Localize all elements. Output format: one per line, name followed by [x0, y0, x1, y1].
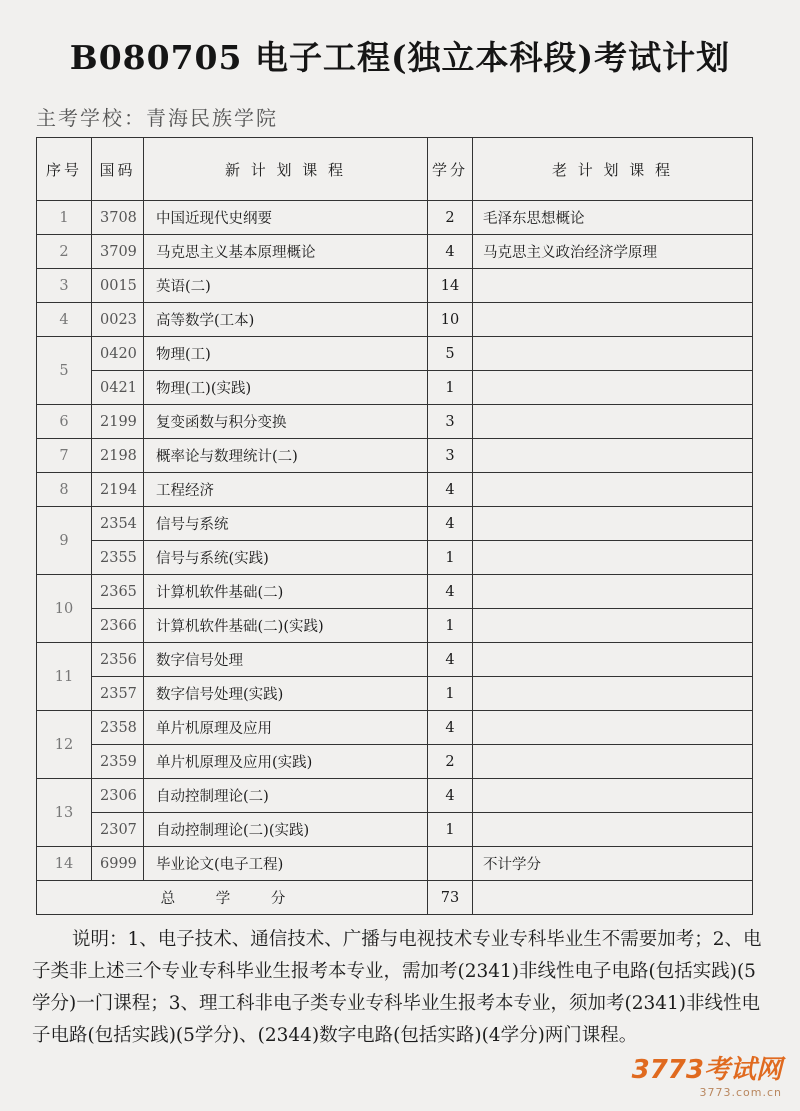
old-course-cell [473, 507, 753, 541]
course-name-cell: 概率论与数理统计(二) [144, 439, 428, 473]
course-name-cell: 数字信号处理 [144, 643, 428, 677]
credit-cell: 4 [428, 779, 473, 813]
total-row [37, 881, 753, 915]
code-cell: 0015 [92, 269, 144, 303]
table-row [37, 507, 753, 541]
code-cell: 2357 [92, 677, 144, 711]
table-row [37, 745, 753, 779]
watermark-logo-text: 3773考试网 [631, 1055, 782, 1085]
old-course-cell [473, 303, 753, 337]
old-course-cell [473, 337, 753, 371]
credit-cell: 10 [428, 303, 473, 337]
course-name-cell: 单片机原理及应用 [144, 711, 428, 745]
course-name-cell: 马克思主义基本原理概论 [144, 235, 428, 269]
course-name-cell: 物理(工) [144, 337, 428, 371]
seq-cell: 6 [37, 405, 92, 439]
code-cell: 2365 [92, 575, 144, 609]
credit-cell: 4 [428, 473, 473, 507]
credit-cell: 14 [428, 269, 473, 303]
table-row [37, 779, 753, 813]
table-row [37, 235, 753, 269]
table-row [37, 405, 753, 439]
credit-cell: 1 [428, 371, 473, 405]
seq-cell: 5 [37, 337, 92, 405]
old-course-cell [473, 813, 753, 847]
course-name-cell: 毕业论文(电子工程) [144, 847, 428, 881]
credit-cell: 3 [428, 439, 473, 473]
old-course-cell [473, 711, 753, 745]
credit-cell: 4 [428, 507, 473, 541]
seq-cell: 13 [37, 779, 92, 847]
seq-cell: 8 [37, 473, 92, 507]
course-name-cell: 复变函数与积分变换 [144, 405, 428, 439]
credit-cell: 2 [428, 201, 473, 235]
notes-paragraph: 说明：1、电子技术、通信技术、广播与电视技术专业专科毕业生不需要加考；2、电子类非上述三个专业专科毕业生报考本专业，需加考(2341)非线性电子电路(包括实践)(5学分)一门课程；3、理工科非电子类专业专科毕业生报考本专业，须加考(2341)非线性电子电路(包括实践)(5学分)、(2344)数字电路(包括实路)(4学分)两门课程。 [32, 929, 762, 1046]
seq-cell: 3 [37, 269, 92, 303]
old-course-cell [473, 609, 753, 643]
old-course-cell [473, 643, 753, 677]
code-cell: 2355 [92, 541, 144, 575]
header-old-course: 老 计 划 课 程 [473, 138, 753, 201]
code-cell: 2358 [92, 711, 144, 745]
table-row [37, 711, 753, 745]
course-name-cell: 中国近现代史纲要 [144, 201, 428, 235]
course-name-cell: 计算机软件基础(二) [144, 575, 428, 609]
code-cell: 2359 [92, 745, 144, 779]
credit-cell: 4 [428, 711, 473, 745]
credit-cell: 1 [428, 609, 473, 643]
code-cell: 0420 [92, 337, 144, 371]
course-name-cell: 单片机原理及应用(实践) [144, 745, 428, 779]
code-cell: 2194 [92, 473, 144, 507]
seq-cell: 1 [37, 201, 92, 235]
course-name-cell: 计算机软件基础(二)(实践) [144, 609, 428, 643]
table-row [37, 473, 753, 507]
code-cell: 2356 [92, 643, 144, 677]
old-course-cell [473, 779, 753, 813]
total-credit: 73 [428, 881, 473, 915]
old-course-cell [473, 541, 753, 575]
exam-plan-table [36, 137, 753, 915]
old-course-cell: 不计学分 [473, 847, 753, 881]
total-old-course-cell [473, 881, 753, 915]
course-name-cell: 物理(工)(实践) [144, 371, 428, 405]
table-row [37, 575, 753, 609]
header-seq: 序号 [37, 138, 92, 201]
course-name-cell: 工程经济 [144, 473, 428, 507]
seq-cell: 11 [37, 643, 92, 711]
total-label: 总 学 分 [37, 881, 428, 915]
code-cell: 2307 [92, 813, 144, 847]
course-name-cell: 自动控制理论(二) [144, 779, 428, 813]
old-course-cell [473, 371, 753, 405]
code-cell: 2198 [92, 439, 144, 473]
credit-cell: 5 [428, 337, 473, 371]
seq-cell: 4 [37, 303, 92, 337]
table-row [37, 371, 753, 405]
old-course-cell [473, 439, 753, 473]
table-row [37, 541, 753, 575]
code-cell: 2366 [92, 609, 144, 643]
credit-cell: 3 [428, 405, 473, 439]
table-row [37, 439, 753, 473]
table-row [37, 201, 753, 235]
code-cell: 3708 [92, 201, 144, 235]
table-row [37, 643, 753, 677]
old-course-cell [473, 575, 753, 609]
old-course-cell [473, 473, 753, 507]
old-course-cell [473, 405, 753, 439]
seq-cell: 9 [37, 507, 92, 575]
watermark-url: 3773.com.cn [699, 1086, 782, 1099]
header-new-course: 新 计 划 课 程 [144, 138, 428, 201]
old-course-cell: 马克思主义政治经济学原理 [473, 235, 753, 269]
code-cell: 0421 [92, 371, 144, 405]
credit-cell: 4 [428, 235, 473, 269]
credit-cell: 1 [428, 541, 473, 575]
seq-cell: 10 [37, 575, 92, 643]
table-row [37, 269, 753, 303]
credit-cell: 4 [428, 643, 473, 677]
code-cell: 2354 [92, 507, 144, 541]
header-credit: 学分 [428, 138, 473, 201]
old-course-cell [473, 677, 753, 711]
old-course-cell [473, 745, 753, 779]
old-course-cell: 毛泽东思想概论 [473, 201, 753, 235]
code-cell: 2199 [92, 405, 144, 439]
credit-cell: 1 [428, 813, 473, 847]
table-row [37, 303, 753, 337]
table-row [37, 813, 753, 847]
table-row [37, 847, 753, 881]
site-watermark [632, 1049, 782, 1099]
header-code: 国码 [92, 138, 144, 201]
course-name-cell: 自动控制理论(二)(实践) [144, 813, 428, 847]
code-cell: 2306 [92, 779, 144, 813]
code-cell: 0023 [92, 303, 144, 337]
old-course-cell [473, 269, 753, 303]
seq-cell: 14 [37, 847, 92, 881]
table-header-row [37, 138, 753, 201]
seq-cell: 12 [37, 711, 92, 779]
course-name-cell: 数字信号处理(实践) [144, 677, 428, 711]
exam-school: 主考学校：青海民族学院 [36, 106, 278, 130]
course-name-cell: 英语(二) [144, 269, 428, 303]
code-cell: 6999 [92, 847, 144, 881]
table-row [37, 677, 753, 711]
credit-cell: 4 [428, 575, 473, 609]
credit-cell: 2 [428, 745, 473, 779]
code-cell: 3709 [92, 235, 144, 269]
course-name-cell: 信号与系统 [144, 507, 428, 541]
seq-cell: 7 [37, 439, 92, 473]
course-name-cell: 高等数学(工本) [144, 303, 428, 337]
seq-cell: 2 [37, 235, 92, 269]
table-row [37, 337, 753, 371]
document-title: B080705 电子工程(独立本科段)考试计划 [69, 38, 731, 77]
course-name-cell: 信号与系统(实践) [144, 541, 428, 575]
credit-cell: 1 [428, 677, 473, 711]
credit-cell [428, 847, 473, 881]
table-row [37, 609, 753, 643]
